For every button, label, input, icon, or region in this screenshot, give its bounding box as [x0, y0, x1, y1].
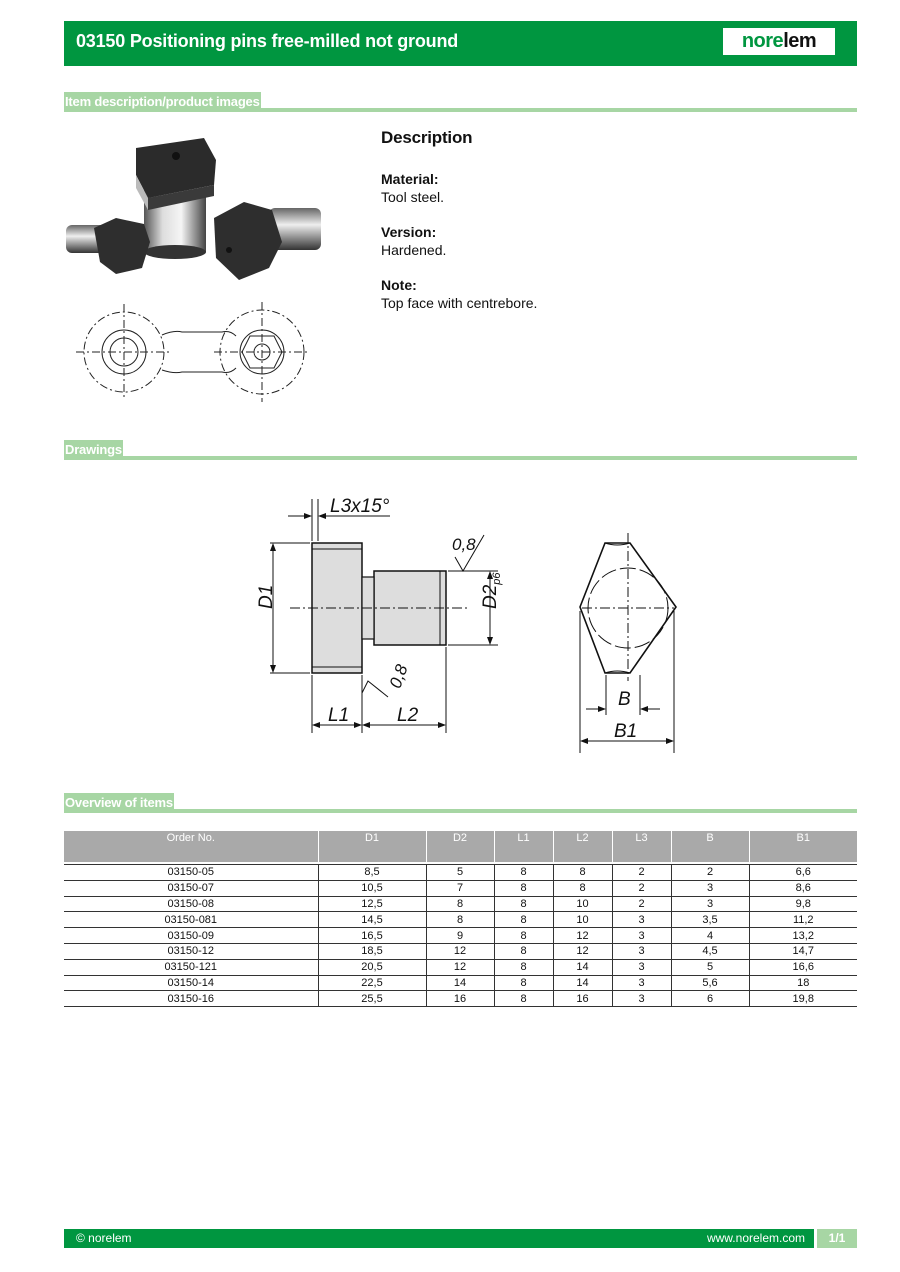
table-cell: 3 — [612, 912, 671, 928]
table-cell: 16,5 — [318, 928, 426, 944]
table-cell: 3 — [612, 928, 671, 944]
table-cell: 10,5 — [318, 880, 426, 896]
table-row — [64, 959, 857, 975]
column-header: L2 — [553, 831, 612, 862]
table-cell: 8 — [494, 959, 553, 975]
table-cell: 8 — [553, 880, 612, 896]
table-cell: 14,5 — [318, 912, 426, 928]
table-cell: 9 — [426, 928, 494, 944]
table-cell: 4,5 — [671, 943, 749, 959]
table-cell: 22,5 — [318, 975, 426, 991]
table-cell: 25,5 — [318, 991, 426, 1007]
column-header: L1 — [494, 831, 553, 862]
dim-d2-label: $D2_{p6}$ — [480, 572, 503, 609]
table-cell: 03150-16 — [64, 991, 318, 1007]
table-cell: 11,2 — [749, 912, 857, 928]
table-cell: 5 — [426, 865, 494, 881]
table-row — [64, 975, 857, 991]
table-cell: 14 — [426, 975, 494, 991]
table-cell: 03150-09 — [64, 928, 318, 944]
website-link[interactable]: www.norelem.com — [706, 1231, 805, 1245]
dim-l2-label: L2 — [397, 705, 419, 726]
page-header — [64, 21, 857, 66]
table-cell: 8,6 — [749, 880, 857, 896]
table-row — [64, 991, 857, 1007]
table-cell: 6 — [671, 991, 749, 1007]
note-label: Note: — [381, 277, 417, 293]
section-drawings — [64, 440, 857, 460]
table-cell: 3,5 — [671, 912, 749, 928]
description-heading: Description — [381, 128, 473, 147]
column-header: D2 — [426, 831, 494, 862]
table-cell: 16 — [426, 991, 494, 1007]
table-cell: 3 — [612, 991, 671, 1007]
table-cell: 5,6 — [671, 975, 749, 991]
table-cell: 14 — [553, 959, 612, 975]
table-cell: 8 — [553, 865, 612, 881]
table-cell: 8 — [494, 928, 553, 944]
table-cell: 4 — [671, 928, 749, 944]
table-cell: 2 — [612, 896, 671, 912]
table-cell: 03150-12 — [64, 943, 318, 959]
roughness-bottom-label: 0,8 — [385, 661, 412, 691]
table-cell: 20,5 — [318, 959, 426, 975]
table-row — [64, 865, 857, 881]
table-cell: 03150-05 — [64, 865, 318, 881]
table-cell: 12 — [553, 928, 612, 944]
table-cell: 10 — [553, 896, 612, 912]
table-cell: 12 — [426, 943, 494, 959]
version-value: Hardened. — [381, 242, 447, 258]
table-cell: 18 — [749, 975, 857, 991]
page-number: 1/1 — [814, 1229, 857, 1248]
column-header: Order No. — [64, 831, 318, 862]
product-image — [64, 130, 322, 418]
table-row — [64, 943, 857, 959]
table-cell: 12 — [426, 959, 494, 975]
table-cell: 5 — [671, 959, 749, 975]
table-cell: 2 — [612, 865, 671, 881]
table-cell: 3 — [671, 896, 749, 912]
table-header-row — [64, 831, 857, 862]
table-cell: 12,5 — [318, 896, 426, 912]
table-cell: 8 — [494, 896, 553, 912]
table-cell: 14 — [553, 975, 612, 991]
table-cell: 14,7 — [749, 943, 857, 959]
table-cell: 03150-121 — [64, 959, 318, 975]
technical-drawing — [240, 485, 700, 770]
table-cell: 8 — [426, 912, 494, 928]
roughness-top-label: 0,8 — [452, 535, 476, 554]
table-cell: 8 — [494, 991, 553, 1007]
table-row — [64, 928, 857, 944]
table-cell: 13,2 — [749, 928, 857, 944]
copyright-text: © norelem — [76, 1231, 132, 1245]
dim-b-label: B — [618, 689, 631, 710]
table-cell: 03150-08 — [64, 896, 318, 912]
table-cell: 3 — [612, 975, 671, 991]
table-cell: 8 — [494, 865, 553, 881]
material-value: Tool steel. — [381, 189, 445, 205]
table-cell: 8 — [494, 943, 553, 959]
table-row — [64, 912, 857, 928]
table-cell: 9,8 — [749, 896, 857, 912]
dim-l1-label: L1 — [328, 705, 350, 726]
table-cell: 8 — [426, 896, 494, 912]
table-cell: 2 — [612, 880, 671, 896]
dim-l3-label: L3x15° — [330, 496, 390, 517]
column-header: B — [671, 831, 749, 862]
dim-b1-label: B1 — [614, 721, 638, 742]
table-cell: 3 — [671, 880, 749, 896]
column-header: L3 — [612, 831, 671, 862]
dim-d1-label: D1 — [256, 584, 277, 609]
table-cell: 18,5 — [318, 943, 426, 959]
section-overview — [64, 793, 857, 813]
section-label: Item description/product images — [64, 92, 261, 112]
table-row — [64, 896, 857, 912]
table-cell: 6,6 — [749, 865, 857, 881]
section-item-description — [64, 92, 857, 112]
description-block — [381, 128, 821, 329]
table-cell: 12 — [553, 943, 612, 959]
table-cell: 03150-14 — [64, 975, 318, 991]
table-cell: 16 — [553, 991, 612, 1007]
page-title: 03150 Positioning pins free-milled not ground — [76, 31, 459, 51]
table-row — [64, 880, 857, 896]
table-cell: 8 — [494, 880, 553, 896]
material-label: Material: — [381, 171, 439, 187]
logo-text: norelem — [741, 30, 817, 52]
table-cell: 03150-07 — [64, 880, 318, 896]
table-cell: 03150-081 — [64, 912, 318, 928]
table-cell: 10 — [553, 912, 612, 928]
table-cell: 7 — [426, 880, 494, 896]
norelem-logo — [723, 28, 835, 55]
section-label: Drawings — [64, 440, 123, 460]
version-label: Version: — [381, 224, 437, 240]
page-footer — [64, 1229, 857, 1248]
table-cell: 3 — [612, 943, 671, 959]
table-cell: 8 — [494, 975, 553, 991]
section-label: Overview of items — [64, 793, 174, 813]
table-cell: 8 — [494, 912, 553, 928]
items-table — [64, 831, 857, 1007]
table-cell: 8,5 — [318, 865, 426, 881]
table-cell: 16,6 — [749, 959, 857, 975]
column-header: B1 — [749, 831, 857, 862]
column-header: D1 — [318, 831, 426, 862]
table-cell: 2 — [671, 865, 749, 881]
table-cell: 3 — [612, 959, 671, 975]
table-cell: 19,8 — [749, 991, 857, 1007]
note-value: Top face with centrebore. — [381, 295, 538, 311]
